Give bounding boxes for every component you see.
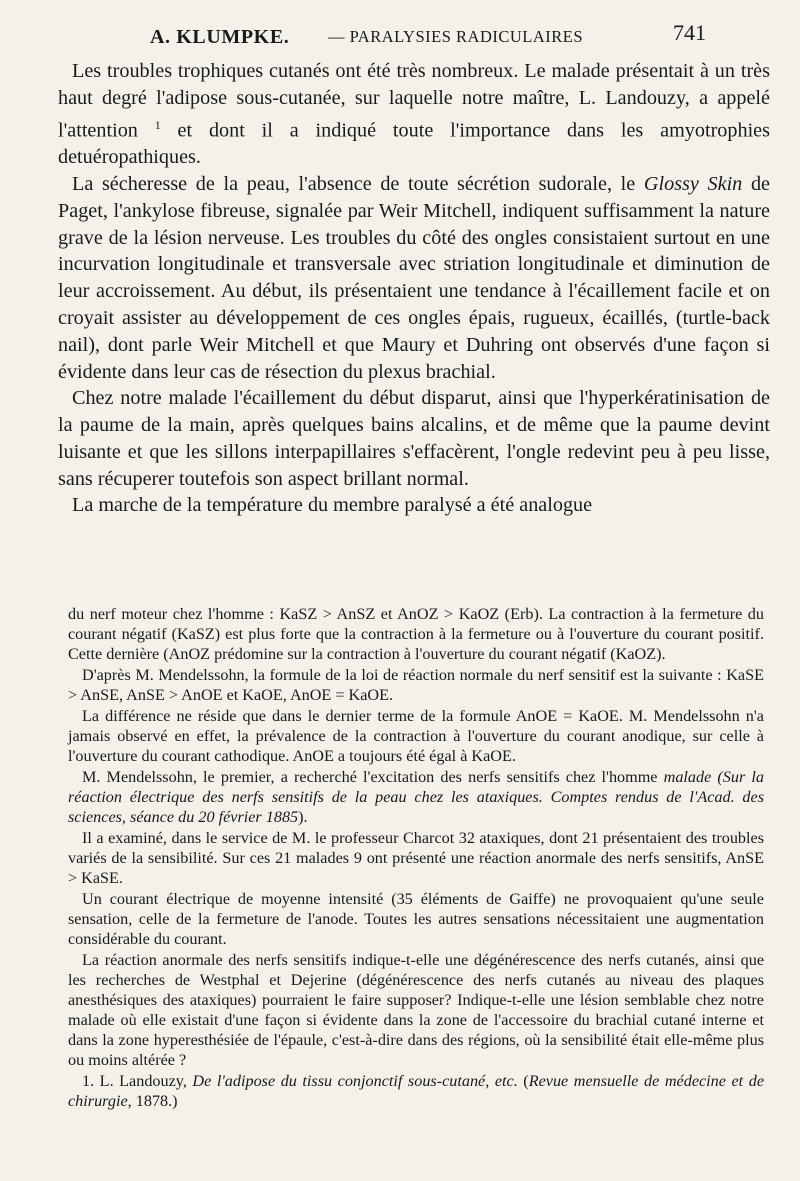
page-number: 741 <box>673 20 706 45</box>
note-1: du nerf moteur chez l'homme : KaSZ > AnSZ et AnOZ > KaOZ (Erb). La contraction à la fermeture du courant négatif (KaSZ) est plus forte que la contraction à la fermeture ou à l'ouverture du courant positif. Cette dernière (AnOZ prédomine sur la contraction à l'ouverture du courant négatif (KaOZ). <box>68 605 764 663</box>
paragraph-1: Les troubles trophiques cutanés ont été très nombreux. Le malade présentait à un très haut degré l'adipose sous-cutanée, sur laquelle notre maître, L. Landouzy, a appelé l'attention $^1$ et dont il a indiqué toute l'importance dans les amyotrophies detuéropathiques. <box>58 60 770 169</box>
paragraph-2: La sécheresse de la peau, l'absence de toute sécrétion sudorale, le Glossy Skin de Paget, l'ankylose fibreuse, signalée par Weir Mitchell, indiquent suffisamment la nature grave de la lésion nerveuse. Les troubles du côté des ongles consistaient surtout en une incurvation longitudinale et transversale avec striation longitudinale et diminution de leur accroissement. Au début, ils présentaient une tendance à l'écaillement facile et on croyait assister au développement de ces ongles épais, rugueux, écaillés, (turtle-back nail), dont parle Weir Mitchell et que Maury et Duhring ont observés d'une façon si évidente dans leur cas de résection du plexus brachial. <box>58 172 770 383</box>
note-4: M. Mendelssohn, le premier, a recherché l'excitation des nerfs sensitifs chez l'homme malade (Sur la réaction électrique des nerfs sensitifs de la peau chez les ataxiques. Comptes rendus de l'Acad. des sciences, séance du 20 février 1885). <box>68 768 764 826</box>
note-5: Il a examiné, dans le service de M. le professeur Charcot 32 ataxiques, dont 21 présentaient des troubles variés de la sensibilité. Sur ces 21 malades 9 ont présenté une réaction anormale des nerfs sensitifs, AnSE > KaSE. <box>68 829 764 887</box>
paragraph-3: Chez notre malade l'écaillement du début disparut, ainsi que l'hyperkératinisation de la paume de la main, après quelques bains alcalins, et de même que la paume devint luisante et que les sillons interpapillaires s'effacèrent, l'ongle redevint peu à peu lisse, sans récuperer toutefois son aspect brillant normal. <box>58 387 770 490</box>
paragraph-4: La marche de la température du membre paralysé a été analogue <box>72 494 593 517</box>
running-header <box>150 17 706 51</box>
main-text <box>58 58 770 519</box>
note-7: La réaction anormale des nerfs sensitifs indique-t-elle une dégénérescence des nerfs cutanés, ainsi que les recherches de Westphal et Dejerine (dégénérescence des nerfs cutanés au niveau des plaques anesthésiques des ataxiques) pourraient le faire supposer? Indique-t-elle une lésion semblable chez notre malade où elle existait d'une façon si évidente dans la zone de l'accessoire du brachial cutané interne et dans la zone hyperesthésiée de l'épaule, c'est-à-dire dans des régions, où la sensibilité était elle-même plus ou moins altérée ? <box>68 951 764 1069</box>
header-author: A. KLUMPKE. <box>150 26 290 48</box>
footnote-1: 1. L. Landouzy, De l'adipose du tissu conjonctif sous-cutané, etc. (Revue mensuelle de médecine et de chirurgie, 1878.) <box>68 1072 765 1110</box>
note-3: La différence ne réside que dans le dernier terme de la formule AnOE = KaOE. M. Mendelssohn n'a jamais observé en effet, la prévalence de la contraction à l'ouverture du courant anodique, sur celle à l'ouverture du courant cathodique. AnOE a toujours été égal à KaOE. <box>68 707 764 765</box>
footnote-ref: 1 <box>154 117 161 132</box>
header-title: — PARALYSIES RADICULAIRES <box>328 27 584 46</box>
note-2: D'après M. Mendelssohn, la formule de la loi de réaction normale du nerf sensitif est la suivante : KaSE > AnSE, AnSE > AnOE et KaOE, AnOE = KaOE. <box>68 666 764 704</box>
notes-section <box>68 604 764 1112</box>
note-6: Un courant électrique de moyenne intensité (35 éléments de Gaiffe) ne provoquaient qu'une seule sensation, celle de la fermeture de l'anode. Toutes les autres sensations nécessitaient une augmentation considérable du courant. <box>68 890 764 948</box>
